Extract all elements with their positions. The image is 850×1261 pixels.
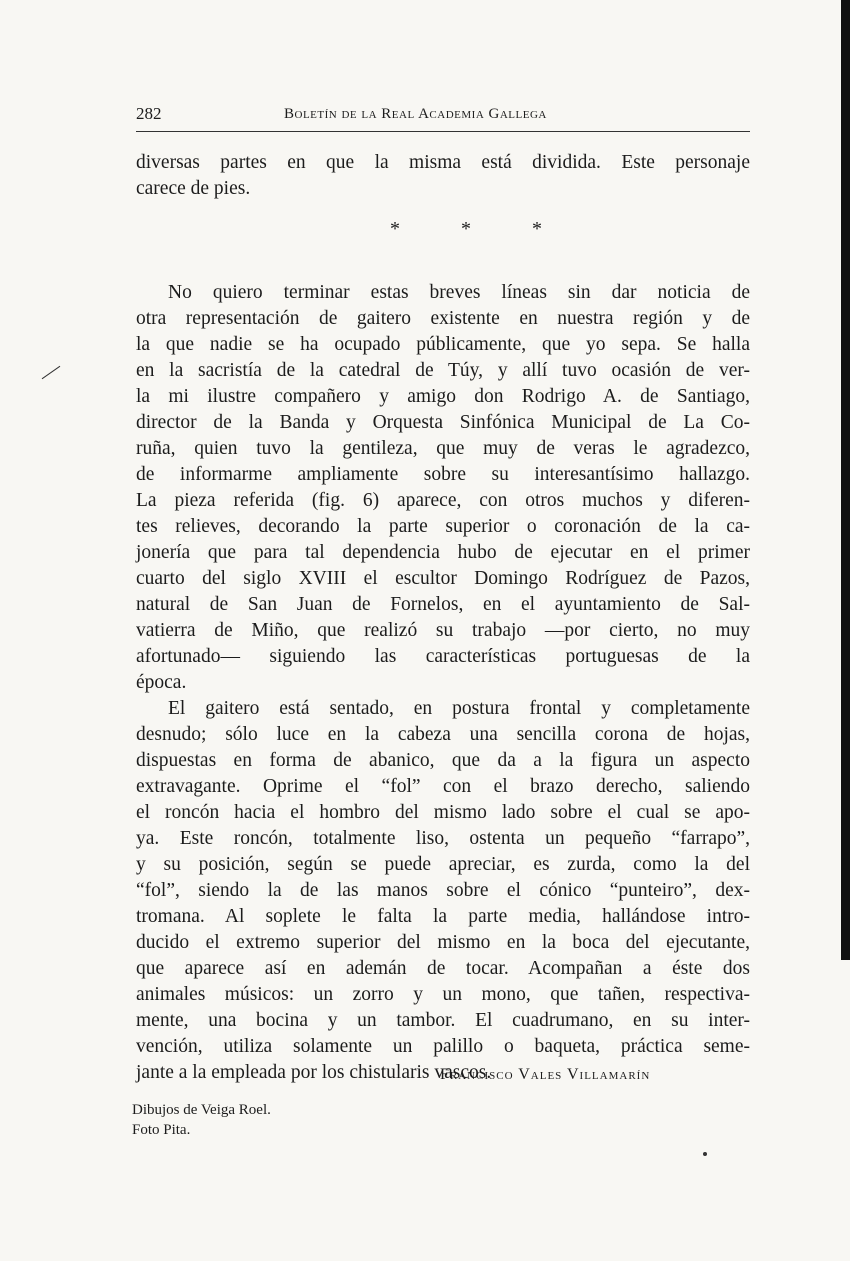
text-line: que aparece así en ademán de tocar. Acompañan a éste dos xyxy=(136,958,750,979)
image-credits xyxy=(132,1100,271,1140)
text-line: y su posición, según se puede apreciar, es zurda, como la del xyxy=(136,854,750,875)
scan-edge-bar xyxy=(841,0,850,960)
text-line: vatierra de Miño, que realizó su trabajo —por cierto, no muy xyxy=(136,620,750,641)
section-break-space xyxy=(136,202,750,280)
text-line: otra representación de gaitero existente en nuestra región y de xyxy=(136,308,750,329)
text-line: carece de pies. xyxy=(136,178,251,199)
text-line: jante a la empleada por los chistularis vascos. xyxy=(136,1062,492,1083)
header-rule xyxy=(136,131,750,132)
paragraph-3 xyxy=(136,696,750,1086)
section-break-asterisms: * * * xyxy=(390,218,570,240)
scan-speck xyxy=(703,1152,707,1156)
text-line: director de la Banda y Orquesta Sinfónica Municipal de La Co- xyxy=(136,412,750,433)
paragraph-1 xyxy=(136,150,750,202)
body-text xyxy=(136,150,750,1086)
text-line: cuarto del siglo XVIII el escultor Domingo Rodríguez de Pazos, xyxy=(136,568,750,589)
text-line: en la sacristía de la catedral de Túy, y allí tuvo ocasión de ver- xyxy=(136,360,750,381)
text-line: No quiero terminar estas breves líneas sin dar noticia de xyxy=(168,282,750,303)
text-line: tes relieves, decorando la parte superior o coronación de la ca- xyxy=(136,516,750,537)
page-number: 282 xyxy=(136,104,162,123)
text-line: jonería que para tal dependencia hubo de ejecutar en el primer xyxy=(136,542,750,563)
text-line: ducido el extremo superior del mismo en la boca del ejecutante, xyxy=(136,932,750,953)
text-line: natural de San Juan de Fornelos, en el ayuntamiento de Sal- xyxy=(136,594,750,615)
scan-mark xyxy=(42,366,61,379)
running-title: Boletín de la Real Academia Gallega xyxy=(284,106,547,122)
text-line: tromana. Al soplete le falta la parte media, hallándose intro- xyxy=(136,906,750,927)
text-line: de informarme ampliamente sobre su interesantísimo hallazgo. xyxy=(136,464,750,485)
text-line: afortunado— siguiendo las características portuguesas de la xyxy=(136,646,750,667)
text-line: El gaitero está sentado, en postura frontal y completamente xyxy=(168,698,750,719)
text-line: diversas partes en que la misma está dividida. Este personaje xyxy=(136,152,750,173)
text-line: el roncón hacia el hombro del mismo lado sobre el cual se apo- xyxy=(136,802,750,823)
text-line: extravagante. Oprime el “fol” con el brazo derecho, saliendo xyxy=(136,776,750,797)
text-line: ya. Este roncón, totalmente liso, ostenta un pequeño “farrapo”, xyxy=(136,828,750,849)
text-line: “fol”, siendo la de las manos sobre el cónico “punteiro”, dex- xyxy=(136,880,750,901)
text-line: ruña, quien tuvo la gentileza, que muy de veras le agradezco, xyxy=(136,438,750,459)
text-line: la que nadie se ha ocupado públicamente, que yo sepa. Se halla xyxy=(136,334,750,355)
text-line: desnudo; sólo luce en la cabeza una sencilla corona de hojas, xyxy=(136,724,750,745)
text-line: dispuestas en forma de abanico, que da a la figura un aspecto xyxy=(136,750,750,771)
text-line: época. xyxy=(136,672,187,693)
text-line: animales músicos: un zorro y un mono, que tañen, respectiva- xyxy=(136,984,750,1005)
text-line: La pieza referida (fig. 6) aparece, con otros muchos y diferen- xyxy=(136,490,750,511)
credit-line: Foto Pita. xyxy=(132,1122,191,1138)
author-signature: Francisco Vales Villamarín xyxy=(440,1066,651,1083)
text-line: mente, una bocina y un tambor. El cuadrumano, en su inter- xyxy=(136,1010,750,1031)
text-line: la mi ilustre compañero y amigo don Rodrigo A. de Santiago, xyxy=(136,386,750,407)
paragraph-2 xyxy=(136,280,750,696)
text-line: vención, utiliza solamente un palillo o baqueta, práctica seme- xyxy=(136,1036,750,1057)
page-header xyxy=(136,104,750,128)
credit-line: Dibujos de Veiga Roel. xyxy=(132,1102,271,1118)
